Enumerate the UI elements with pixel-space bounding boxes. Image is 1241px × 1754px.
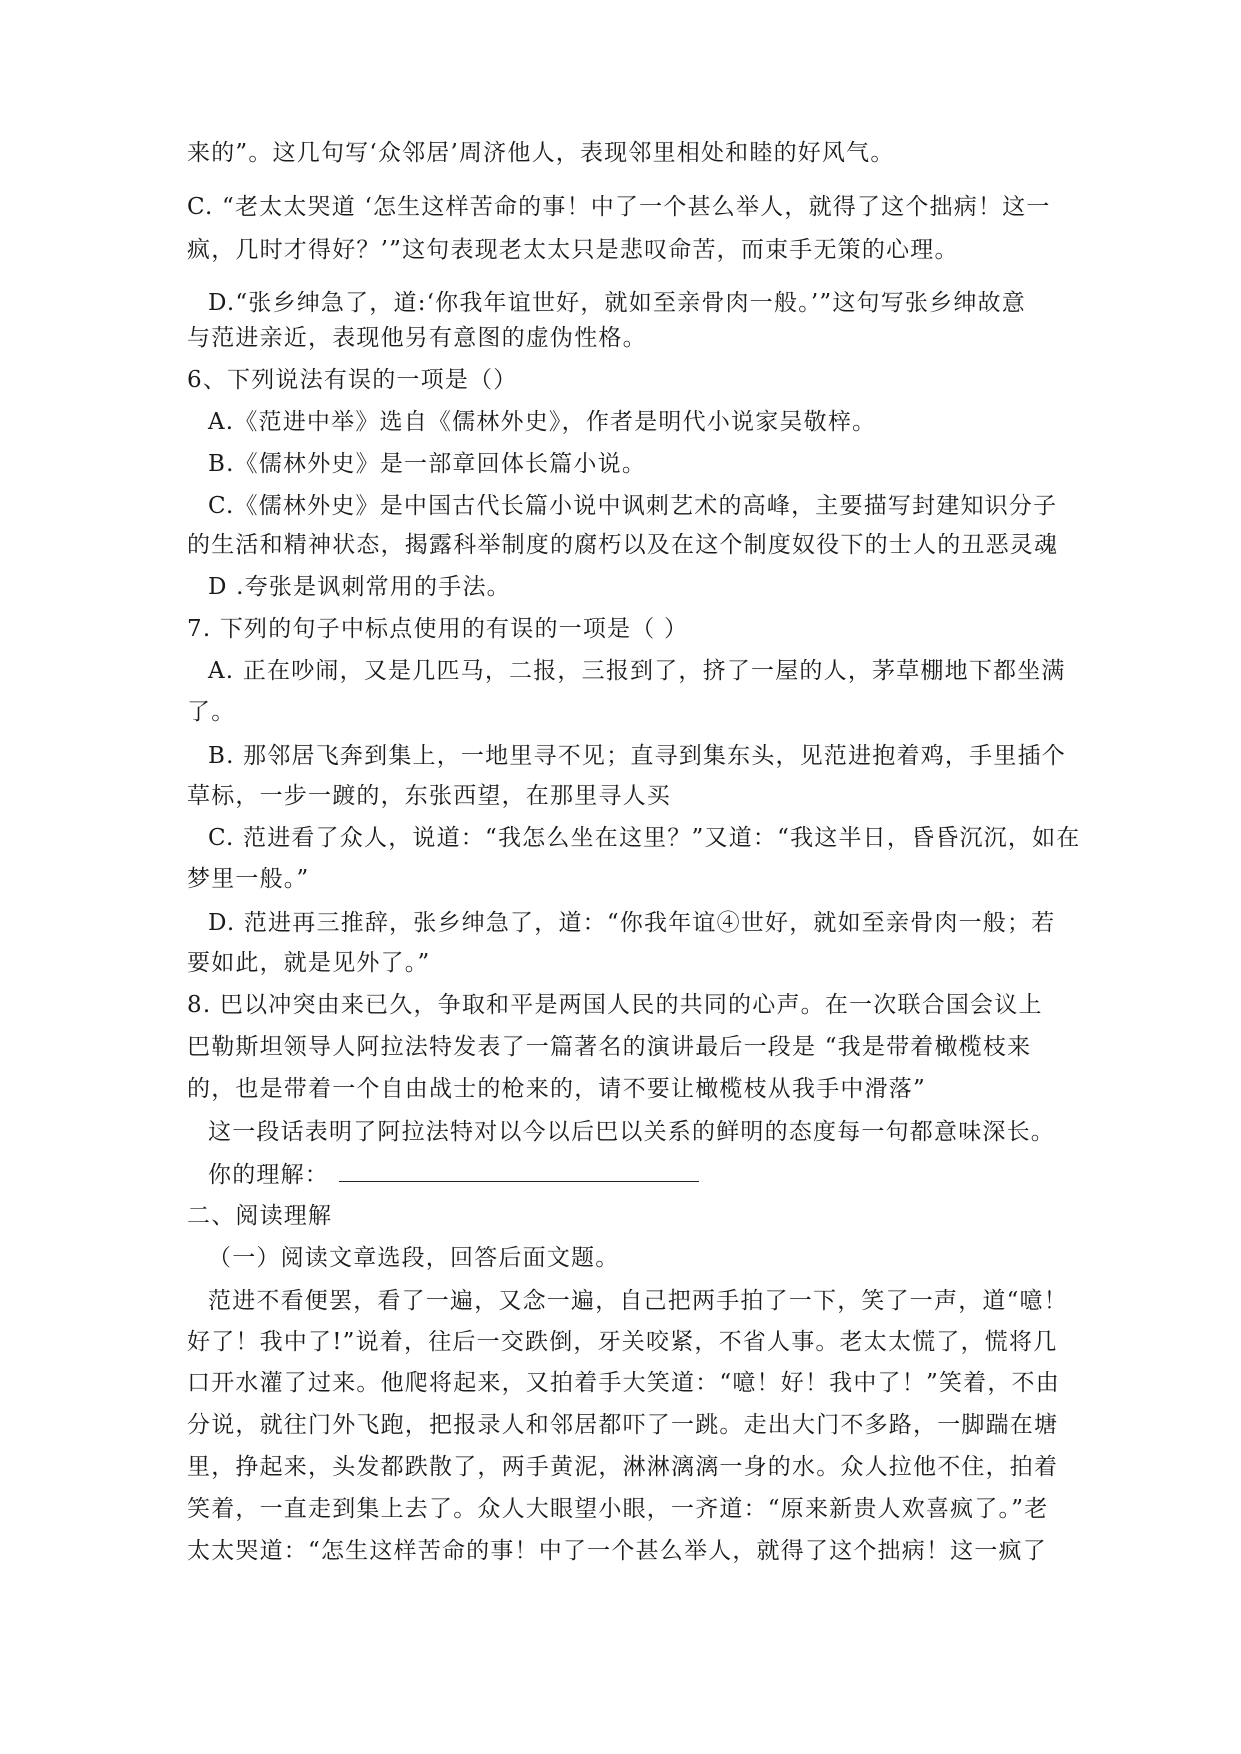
option-b: B. 那邻居飞奔到集上，一地里寻不见；直寻到集东头，见范进抱着鸡，手里插个 xyxy=(208,743,1066,769)
text-line: 的，也是带着一个自由战士的枪来的，请不要让橄榄枝从我手中滑落” xyxy=(187,1076,926,1102)
passage-line: 好了！我中了!”说着，往后一交跌倒，牙关咬紧，不省人事。老太太慌了，慌将几 xyxy=(187,1329,1058,1355)
text-line: 巴勒斯坦领导人阿拉法特发表了一篇著名的演讲最后一段是 “我是带着橄榄枝来 xyxy=(187,1034,1032,1060)
text-line: 草标，一步一踱的，东张西望，在那里寻人买 xyxy=(187,783,671,809)
text-line: 的生活和精神状态，揭露科举制度的腐朽以及在这个制度奴役下的士人的丑恶灵魂 xyxy=(187,532,1059,558)
subsection-heading: （一）阅读文章选段，回答后面文题。 xyxy=(208,1245,620,1271)
answer-label: 你的理解： xyxy=(208,1162,329,1188)
text-line: D.“张乡绅急了，道:‘你我年谊世好，就如至亲骨肉一般。’”这句写张乡绅故意 xyxy=(208,290,1026,316)
text-line: 与范进亲近，表现他另有意图的虚伪性格。 xyxy=(187,325,647,351)
text-line: 了。 xyxy=(187,699,236,725)
text-line: 来的”。这几句写‘众邻居’周济他人，表现邻里相处和睦的好风气。 xyxy=(187,140,895,166)
option-a: A.《范进中举》选自《儒林外史》，作者是明代小说家吴敬梓。 xyxy=(208,409,877,435)
option-d: D .夸张是讽刺常用的手法。 xyxy=(208,574,511,600)
section-heading: 二、阅读理解 xyxy=(187,1203,333,1229)
passage-line: 笑着，一直走到集上去了。众人大眼望小眼，一齐道：“原来新贵人欢喜疯了。”老 xyxy=(187,1496,1049,1522)
option-c: C. 范进看了众人，说道：“我怎么坐在这里？”又道：“我这半日，昏昏沉沉，如在 xyxy=(208,825,1081,851)
option-c: C.《儒林外史》是中国古代长篇小说中讽刺艺术的高峰，主要描写封建知识分子 xyxy=(208,493,1058,519)
text-line: 疯，几时才得好？’”这句表现老太太只是悲叹命苦，而束手无策的心理。 xyxy=(187,237,959,263)
passage-line: 太太哭道：“怎生这样苦命的事！中了一个甚么举人，就得了这个拙病！这一疯了 xyxy=(187,1538,1047,1564)
question-7: 7. 下列的句子中标点使用的有误的一项是（ ） xyxy=(187,616,689,642)
option-a: A. 正在吵闹，又是几匹马，二报，三报到了，挤了一屋的人，茅草棚地下都坐满 xyxy=(208,658,1066,684)
passage-line: 范进不看便罢，看了一遍，又念一遍，自己把两手拍了一下，笑了一声，道“噫！ xyxy=(208,1288,1068,1314)
question-6: 6、下列说法有误的一项是（） xyxy=(187,367,518,393)
answer-blank-line xyxy=(339,1159,699,1182)
text-line: 要如此，就是见外了。” xyxy=(187,950,431,976)
question-8: 8. 巴以冲突由来已久，争取和平是两国人民的共同的心声。在一次联合国会议上 xyxy=(187,992,1043,1018)
text-line: C. “老太太哭道 ‘怎生这样苦命的事！中了一个甚么举人，就得了这个拙病！这一 xyxy=(187,194,1051,220)
option-d: D. 范进再三推辞，张乡绅急了，道：“你我年谊④世好，就如至亲骨肉一般；若 xyxy=(208,910,1056,936)
passage-line: 口开水灌了过来。他爬将起来，又拍着手大笑道：“噫！好！我中了！”笑着，不由 xyxy=(187,1370,1060,1396)
text-line: 梦里一般。” xyxy=(187,866,310,892)
passage-line: 里，挣起来，头发都跌散了，两手黄泥，淋淋漓漓一身的水。众人拉他不住，拍着 xyxy=(187,1454,1059,1480)
passage-line: 分说，就往门外飞跑，把报录人和邻居都吓了一跳。走出大门不多路，一脚踹在塘 xyxy=(187,1412,1059,1438)
option-b: B.《儒林外史》是一部章回体长篇小说。 xyxy=(208,451,647,477)
answer-prompt xyxy=(208,1159,699,1190)
text-line: 这一段话表明了阿拉法特对以今以后巴以关系的鲜明的态度每一句都意味深长。 xyxy=(208,1119,1055,1145)
